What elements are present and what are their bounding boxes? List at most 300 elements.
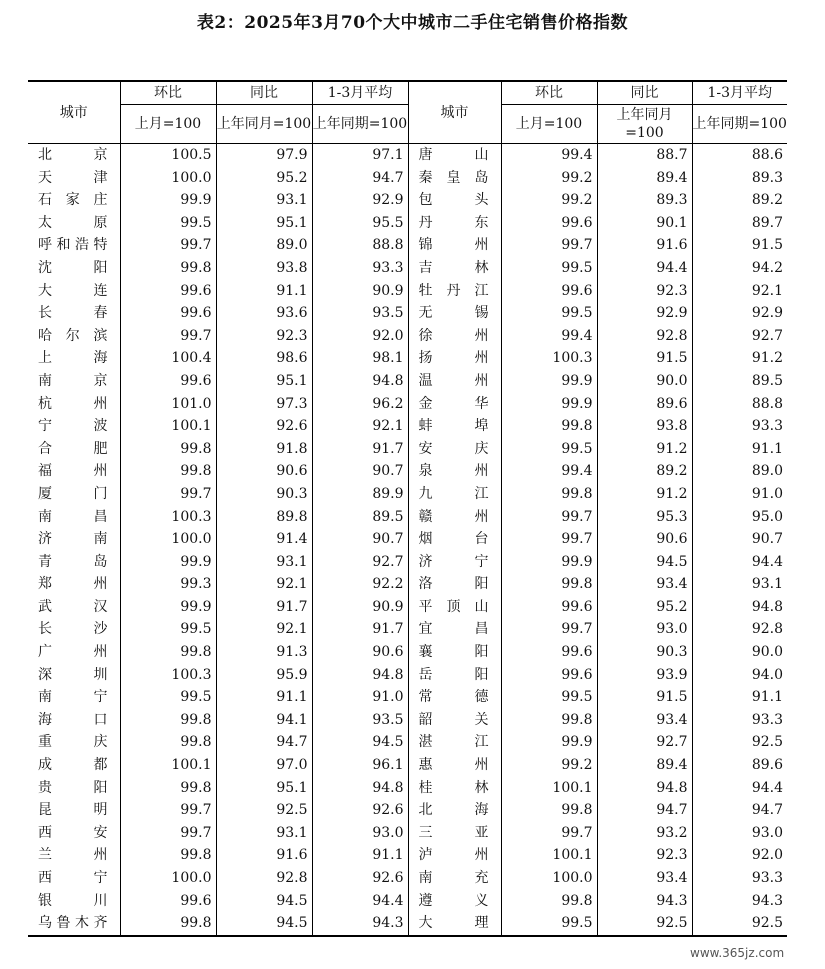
- table-row: [28, 167, 787, 190]
- mom-cell: 100.5: [120, 144, 216, 167]
- avg-cell: 96.2: [312, 393, 408, 416]
- avg-cell: 90.0: [692, 641, 787, 664]
- avg-cell: 92.5: [692, 731, 787, 754]
- mom-cell: 99.7: [501, 528, 597, 551]
- avg-cell: 91.5: [692, 234, 787, 257]
- table-row: [28, 144, 787, 167]
- city-cell: 武 汉: [38, 598, 108, 615]
- mom-cell: 99.7: [120, 483, 216, 506]
- yoy-cell: 92.3: [216, 325, 312, 348]
- mom-cell: 99.9: [501, 393, 597, 416]
- table-row: [28, 212, 787, 235]
- city-cell: 丹 东: [408, 212, 501, 235]
- mom-cell: 99.5: [120, 618, 216, 641]
- avg-cell: 92.9: [312, 189, 408, 212]
- avg-cell: 92.1: [312, 415, 408, 438]
- city-cell: 徐 州: [408, 325, 501, 348]
- avg-cell: 88.8: [312, 234, 408, 257]
- avg-cell: 93.3: [692, 415, 787, 438]
- yoy-cell: 91.1: [216, 280, 312, 303]
- mom-cell: 99.8: [120, 641, 216, 664]
- mom-cell: 99.6: [120, 890, 216, 913]
- city-cell: 大 理: [408, 912, 501, 936]
- mom-cell: 99.8: [120, 460, 216, 483]
- avg-cell: 92.6: [312, 867, 408, 890]
- avg-cell: 90.9: [312, 280, 408, 303]
- avg-cell: 94.2: [692, 257, 787, 280]
- yoy-cell: 92.7: [597, 731, 692, 754]
- yoy-cell: 94.1: [216, 709, 312, 732]
- city-cell: 九 江: [408, 483, 501, 506]
- mom-cell: 100.1: [501, 777, 597, 800]
- yoy-cell: 95.9: [216, 664, 312, 687]
- city-cell: 烟 台: [408, 528, 501, 551]
- avg-cell: 93.5: [312, 302, 408, 325]
- city-cell: 上 海: [38, 350, 108, 367]
- yoy-cell: 93.0: [597, 618, 692, 641]
- yoy-cell: 93.6: [216, 302, 312, 325]
- city-cell: 昆 明: [38, 802, 108, 819]
- yoy-cell: 90.6: [597, 528, 692, 551]
- yoy-cell: 95.3: [597, 506, 692, 529]
- yoy-cell: 92.6: [216, 415, 312, 438]
- yoy-cell: 92.3: [597, 280, 692, 303]
- mom-cell: 99.9: [501, 731, 597, 754]
- yoy-cell: 90.1: [597, 212, 692, 235]
- yoy-cell: 89.2: [597, 460, 692, 483]
- yoy-cell: 89.8: [216, 506, 312, 529]
- table-row: [28, 257, 787, 280]
- avg-cell: 93.0: [692, 822, 787, 845]
- mom-cell: 99.6: [501, 641, 597, 664]
- mom-cell: 99.5: [501, 257, 597, 280]
- avg-cell: 91.7: [312, 618, 408, 641]
- yoy-cell: 97.3: [216, 393, 312, 416]
- avg-cell: 91.1: [312, 844, 408, 867]
- avg-cell: 91.0: [312, 686, 408, 709]
- mom-cell: 99.5: [501, 438, 597, 461]
- avg-cell: 94.8: [692, 596, 787, 619]
- mom-cell: 99.9: [120, 189, 216, 212]
- yoy-cell: 94.7: [597, 799, 692, 822]
- city-cell: 深 圳: [38, 666, 108, 683]
- mom-cell: 99.7: [120, 822, 216, 845]
- avg-base-left: 上年同期=100: [312, 105, 408, 144]
- mom-cell: 99.9: [501, 370, 597, 393]
- city-cell: 济 南: [38, 531, 108, 548]
- city-cell: 桂 林: [408, 777, 501, 800]
- table-row: [28, 551, 787, 574]
- mom-cell: 99.7: [120, 799, 216, 822]
- mom-cell: 100.3: [501, 347, 597, 370]
- avg-cell: 92.1: [692, 280, 787, 303]
- city-cell: 银 川: [38, 892, 108, 909]
- table-row: [28, 393, 787, 416]
- city-cell: 泉 州: [408, 460, 501, 483]
- avg-cell: 92.5: [692, 912, 787, 936]
- yoy-cell: 90.3: [597, 641, 692, 664]
- mom-cell: 100.0: [120, 167, 216, 190]
- avg-cell: 94.4: [692, 551, 787, 574]
- yoy-cell: 93.9: [597, 664, 692, 687]
- avg-cell: 89.3: [692, 167, 787, 190]
- city-cell: 宁 波: [38, 418, 108, 435]
- avg-base-right: 上年同期=100: [692, 105, 787, 144]
- yoy-cell: 98.6: [216, 347, 312, 370]
- table-row: [28, 822, 787, 845]
- yoy-cell: 91.6: [216, 844, 312, 867]
- city-cell: 广 州: [38, 644, 108, 661]
- city-cell: 宜 昌: [408, 618, 501, 641]
- yoy-cell: 92.8: [597, 325, 692, 348]
- city-cell: 襄 阳: [408, 641, 501, 664]
- avg-cell: 94.4: [692, 777, 787, 800]
- city-cell: 西 安: [38, 824, 108, 841]
- city-cell: 大 连: [38, 282, 108, 299]
- city-header-left: 城市: [59, 104, 88, 121]
- yoy-header-left: 同比: [216, 81, 312, 105]
- yoy-cell: 90.6: [216, 460, 312, 483]
- avg-cell: 90.6: [312, 641, 408, 664]
- avg-cell: 90.7: [692, 528, 787, 551]
- city-cell: 长 春: [38, 305, 108, 322]
- table-row: [28, 302, 787, 325]
- avg-cell: 92.0: [312, 325, 408, 348]
- yoy-cell: 94.5: [216, 912, 312, 936]
- avg-cell: 93.3: [692, 867, 787, 890]
- avg-cell: 95.0: [692, 506, 787, 529]
- mom-cell: 99.6: [120, 280, 216, 303]
- avg-cell: 94.3: [312, 912, 408, 936]
- mom-cell: 99.8: [501, 483, 597, 506]
- mom-cell: 100.0: [120, 867, 216, 890]
- yoy-cell: 91.1: [216, 686, 312, 709]
- yoy-cell: 89.4: [597, 167, 692, 190]
- table-row: [28, 686, 787, 709]
- yoy-cell: 92.8: [216, 867, 312, 890]
- city-cell: 平顶山: [408, 596, 501, 619]
- table-row: [28, 189, 787, 212]
- avg-cell: 89.2: [692, 189, 787, 212]
- mom-cell: 99.8: [120, 709, 216, 732]
- yoy-base-left: 上年同月=100: [216, 105, 312, 144]
- mom-cell: 99.6: [501, 280, 597, 303]
- table-row: [28, 483, 787, 506]
- yoy-cell: 95.1: [216, 212, 312, 235]
- yoy-cell: 94.3: [597, 890, 692, 913]
- avg-cell: 89.0: [692, 460, 787, 483]
- city-cell: 贵 阳: [38, 779, 108, 796]
- city-cell: 三 亚: [408, 822, 501, 845]
- avg-cell: 94.8: [312, 664, 408, 687]
- table-row: [28, 325, 787, 348]
- avg-header-left: 1-3月平均: [312, 81, 408, 105]
- avg-cell: 92.9: [692, 302, 787, 325]
- avg-cell: 91.0: [692, 483, 787, 506]
- mom-cell: 99.7: [501, 506, 597, 529]
- table-row: [28, 528, 787, 551]
- city-cell: 重 庆: [38, 734, 108, 751]
- table-row: [28, 912, 787, 936]
- avg-cell: 94.3: [692, 890, 787, 913]
- city-cell: 厦 门: [38, 485, 108, 502]
- mom-cell: 101.0: [120, 393, 216, 416]
- mom-cell: 99.2: [501, 167, 597, 190]
- city-cell: 扬 州: [408, 347, 501, 370]
- avg-cell: 94.0: [692, 664, 787, 687]
- yoy-cell: 91.5: [597, 686, 692, 709]
- mom-cell: 99.8: [120, 438, 216, 461]
- table-row: [28, 618, 787, 641]
- table-row: [28, 664, 787, 687]
- city-cell: 北 海: [408, 799, 501, 822]
- table-row: [28, 641, 787, 664]
- table-row: [28, 754, 787, 777]
- yoy-cell: 91.7: [216, 596, 312, 619]
- mom-cell: 99.2: [501, 189, 597, 212]
- mom-cell: 99.7: [120, 234, 216, 257]
- mom-cell: 100.1: [501, 844, 597, 867]
- city-cell: 赣 州: [408, 506, 501, 529]
- table-row: [28, 234, 787, 257]
- table-row: [28, 460, 787, 483]
- city-cell: 无 锡: [408, 302, 501, 325]
- table-row: [28, 844, 787, 867]
- mom-cell: 99.2: [501, 754, 597, 777]
- yoy-cell: 91.4: [216, 528, 312, 551]
- city-cell: 牡丹江: [408, 280, 501, 303]
- table-row: [28, 506, 787, 529]
- yoy-cell: 89.6: [597, 393, 692, 416]
- mom-cell: 99.6: [501, 212, 597, 235]
- city-cell: 南 充: [408, 867, 501, 890]
- yoy-header-right: 同比: [597, 81, 692, 105]
- city-cell: 哈尔滨: [38, 327, 108, 344]
- yoy-cell: 92.5: [216, 799, 312, 822]
- avg-cell: 98.1: [312, 347, 408, 370]
- table-row: [28, 573, 787, 596]
- avg-cell: 89.9: [312, 483, 408, 506]
- mom-cell: 100.3: [120, 506, 216, 529]
- yoy-cell: 94.5: [216, 890, 312, 913]
- mom-cell: 99.8: [120, 257, 216, 280]
- city-cell: 青 岛: [38, 553, 108, 570]
- yoy-cell: 92.5: [597, 912, 692, 936]
- table-row: [28, 867, 787, 890]
- yoy-cell: 91.2: [597, 438, 692, 461]
- avg-cell: 93.1: [692, 573, 787, 596]
- avg-cell: 94.7: [692, 799, 787, 822]
- city-cell: 兰 州: [38, 847, 108, 864]
- table-row: [28, 709, 787, 732]
- mom-cell: 100.0: [120, 528, 216, 551]
- city-cell: 唐 山: [408, 144, 501, 167]
- city-cell: 湛 江: [408, 731, 501, 754]
- city-cell: 秦皇岛: [408, 167, 501, 190]
- mom-cell: 99.9: [120, 551, 216, 574]
- mom-cell: 99.9: [501, 551, 597, 574]
- mom-cell: 99.8: [120, 844, 216, 867]
- yoy-cell: 93.1: [216, 822, 312, 845]
- yoy-cell: 95.1: [216, 370, 312, 393]
- city-cell: 合 肥: [38, 440, 108, 457]
- mom-cell: 100.0: [501, 867, 597, 890]
- avg-cell: 91.1: [692, 438, 787, 461]
- yoy-cell: 93.8: [216, 257, 312, 280]
- yoy-cell: 92.9: [597, 302, 692, 325]
- mom-cell: 99.6: [501, 596, 597, 619]
- city-cell: 南 宁: [38, 689, 108, 706]
- avg-cell: 92.6: [312, 799, 408, 822]
- mom-cell: 99.5: [501, 912, 597, 936]
- avg-cell: 90.9: [312, 596, 408, 619]
- watermark: www.365jz.com: [690, 946, 785, 960]
- avg-cell: 94.5: [312, 731, 408, 754]
- yoy-base-right: 上年同月=100: [597, 105, 692, 144]
- city-cell: 太 原: [38, 214, 108, 231]
- city-cell: 石家庄: [38, 192, 108, 209]
- city-cell: 安 庆: [408, 438, 501, 461]
- mom-cell: 99.6: [501, 664, 597, 687]
- city-cell: 南 昌: [38, 508, 108, 525]
- mom-cell: 99.8: [501, 799, 597, 822]
- mom-cell: 100.3: [120, 664, 216, 687]
- table-row: [28, 731, 787, 754]
- avg-cell: 90.7: [312, 528, 408, 551]
- city-cell: 郑 州: [38, 576, 108, 593]
- yoy-cell: 91.2: [597, 483, 692, 506]
- table-row: [28, 799, 787, 822]
- avg-cell: 97.1: [312, 144, 408, 167]
- yoy-cell: 93.8: [597, 415, 692, 438]
- yoy-cell: 91.6: [597, 234, 692, 257]
- city-cell: 岳 阳: [408, 664, 501, 687]
- yoy-cell: 90.0: [597, 370, 692, 393]
- mom-base-right: 上月=100: [501, 105, 597, 144]
- city-cell: 乌鲁木齐: [38, 915, 108, 932]
- mom-cell: 99.6: [120, 302, 216, 325]
- yoy-cell: 90.3: [216, 483, 312, 506]
- mom-cell: 100.1: [120, 415, 216, 438]
- table-row: [28, 370, 787, 393]
- avg-cell: 94.8: [312, 370, 408, 393]
- city-cell: 杭 州: [38, 395, 108, 412]
- city-cell: 沈 阳: [38, 259, 108, 276]
- avg-cell: 92.8: [692, 618, 787, 641]
- avg-cell: 89.5: [312, 506, 408, 529]
- city-cell: 天 津: [38, 169, 108, 186]
- yoy-cell: 93.4: [597, 709, 692, 732]
- city-cell: 洛 阳: [408, 573, 501, 596]
- table-row: [28, 777, 787, 800]
- yoy-cell: 95.1: [216, 777, 312, 800]
- city-cell: 遵 义: [408, 890, 501, 913]
- mom-cell: 99.5: [501, 686, 597, 709]
- yoy-cell: 94.5: [597, 551, 692, 574]
- yoy-cell: 88.7: [597, 144, 692, 167]
- yoy-cell: 93.2: [597, 822, 692, 845]
- city-cell: 蚌 埠: [408, 415, 501, 438]
- table-body: [28, 144, 787, 936]
- city-cell: 南 京: [38, 372, 108, 389]
- avg-header-right: 1-3月平均: [692, 81, 787, 105]
- avg-cell: 94.7: [312, 167, 408, 190]
- table-row: [28, 415, 787, 438]
- city-cell: 西 宁: [38, 870, 108, 886]
- table-row: [28, 890, 787, 913]
- mom-cell: 99.8: [501, 415, 597, 438]
- city-cell: 北 京: [28, 144, 120, 167]
- avg-cell: 93.3: [692, 709, 787, 732]
- mom-cell: 100.4: [120, 347, 216, 370]
- avg-cell: 90.7: [312, 460, 408, 483]
- yoy-cell: 94.4: [597, 257, 692, 280]
- yoy-cell: 89.4: [597, 754, 692, 777]
- mom-cell: 99.7: [501, 822, 597, 845]
- avg-cell: 89.5: [692, 370, 787, 393]
- mom-cell: 100.1: [120, 754, 216, 777]
- mom-cell: 99.8: [501, 573, 597, 596]
- city-cell: 包 头: [408, 189, 501, 212]
- yoy-cell: 93.4: [597, 573, 692, 596]
- mom-cell: 99.8: [120, 777, 216, 800]
- avg-cell: 89.7: [692, 212, 787, 235]
- mom-header-left: 环比: [120, 81, 216, 105]
- avg-cell: 93.0: [312, 822, 408, 845]
- table-row: [28, 596, 787, 619]
- mom-cell: 99.8: [501, 890, 597, 913]
- mom-base-left: 上月=100: [120, 105, 216, 144]
- mom-cell: 99.4: [501, 460, 597, 483]
- city-cell: 吉 林: [408, 257, 501, 280]
- city-cell: 温 州: [408, 370, 501, 393]
- avg-cell: 94.8: [312, 777, 408, 800]
- mom-cell: 99.6: [120, 370, 216, 393]
- mom-cell: 99.7: [120, 325, 216, 348]
- avg-cell: 93.3: [312, 257, 408, 280]
- avg-cell: 91.1: [692, 686, 787, 709]
- mom-cell: 99.8: [501, 709, 597, 732]
- avg-cell: 91.7: [312, 438, 408, 461]
- yoy-cell: 97.0: [216, 754, 312, 777]
- price-index-table: [28, 80, 787, 937]
- table-row: [28, 347, 787, 370]
- avg-cell: 93.5: [312, 709, 408, 732]
- yoy-cell: 92.1: [216, 573, 312, 596]
- avg-cell: 88.6: [692, 144, 787, 167]
- yoy-cell: 94.8: [597, 777, 692, 800]
- yoy-cell: 97.9: [216, 144, 312, 167]
- city-cell: 韶 关: [408, 709, 501, 732]
- avg-cell: 92.2: [312, 573, 408, 596]
- avg-cell: 92.0: [692, 844, 787, 867]
- mom-cell: 99.3: [120, 573, 216, 596]
- table-row: [28, 438, 787, 461]
- avg-cell: 91.2: [692, 347, 787, 370]
- avg-cell: 89.6: [692, 754, 787, 777]
- yoy-cell: 89.0: [216, 234, 312, 257]
- city-cell: 金 华: [408, 393, 501, 416]
- mom-cell: 99.9: [120, 596, 216, 619]
- yoy-cell: 92.1: [216, 618, 312, 641]
- city-header-right: 城市: [408, 81, 501, 144]
- city-cell: 常 德: [408, 686, 501, 709]
- yoy-cell: 92.3: [597, 844, 692, 867]
- avg-cell: 92.7: [312, 551, 408, 574]
- city-cell: 长 沙: [38, 621, 108, 638]
- yoy-cell: 93.4: [597, 867, 692, 890]
- mom-cell: 99.4: [501, 144, 597, 167]
